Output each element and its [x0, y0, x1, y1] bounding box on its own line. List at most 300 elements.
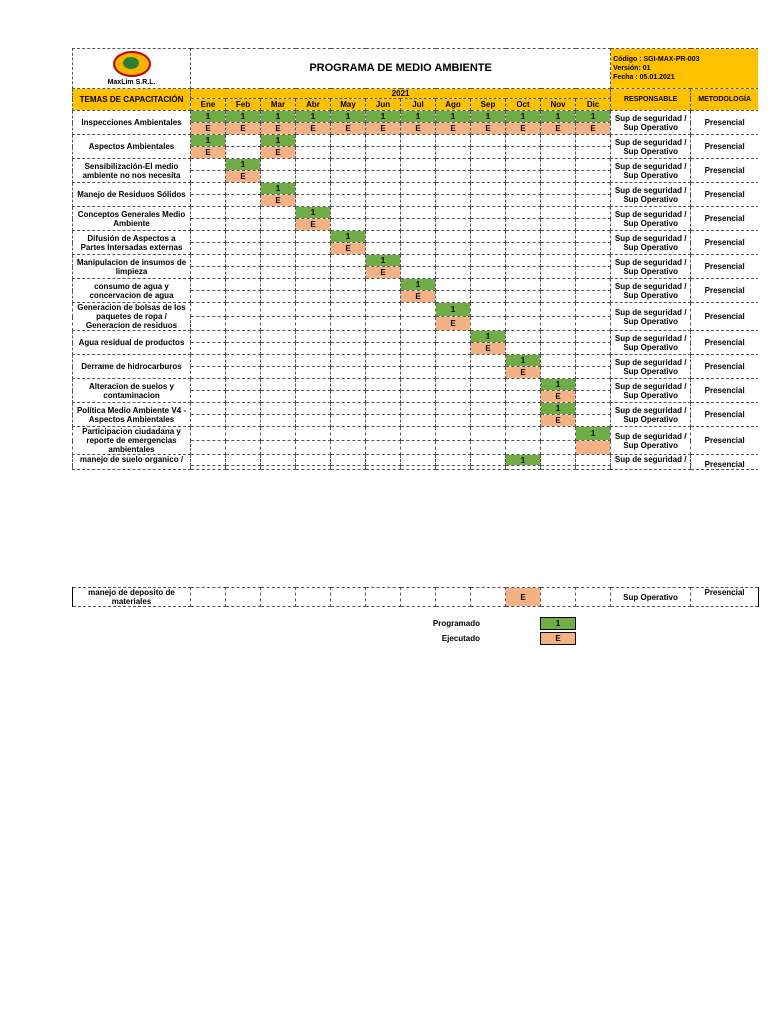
topic-row	[73, 455, 759, 466]
empty-cell	[261, 441, 296, 455]
programado-cell: 1	[471, 331, 506, 343]
empty-cell	[471, 379, 506, 391]
empty-cell	[436, 415, 471, 427]
empty-cell	[331, 441, 366, 455]
empty-cell	[401, 403, 436, 415]
empty-cell	[261, 255, 296, 267]
ejecutado-cell: E	[191, 147, 226, 159]
empty-cell	[296, 243, 331, 255]
empty-cell	[576, 195, 611, 207]
empty-cell	[471, 291, 506, 303]
empty-cell	[401, 415, 436, 427]
responsable-cell: Sup de seguridad / Sup Operativo	[611, 403, 691, 427]
empty-cell	[261, 291, 296, 303]
empty-cell	[366, 171, 401, 183]
empty-cell	[191, 171, 226, 183]
empty-cell	[226, 243, 261, 255]
empty-cell	[401, 195, 436, 207]
ejecutado-cell: E	[261, 195, 296, 207]
empty-cell	[471, 207, 506, 219]
empty-cell	[471, 427, 506, 441]
empty-cell	[191, 159, 226, 171]
ejecutado-cell: E	[506, 367, 541, 379]
empty-cell	[576, 466, 611, 470]
empty-cell	[576, 267, 611, 279]
empty-cell	[296, 279, 331, 291]
programado-cell: 1	[506, 455, 541, 466]
empty-cell	[191, 391, 226, 403]
ejecutado-cell: E	[506, 123, 541, 135]
empty-cell	[226, 231, 261, 243]
ejecutado-cell	[576, 441, 611, 455]
empty-cell	[436, 355, 471, 367]
empty-cell	[541, 219, 576, 231]
empty-cell	[261, 159, 296, 171]
metodologia-cell: Presencial	[691, 331, 758, 355]
empty-cell	[261, 415, 296, 427]
responsable-cell: Sup de seguridad / Sup Operativo	[611, 135, 691, 159]
empty-cell	[226, 455, 261, 466]
empty-cell	[226, 331, 261, 343]
programado-cell: 1	[226, 159, 261, 171]
empty-cell	[471, 303, 506, 317]
empty-cell	[471, 279, 506, 291]
empty-cell	[296, 466, 331, 470]
ejecutado-cell: E	[541, 391, 576, 403]
metodologia-cell: Presencial	[691, 111, 758, 135]
empty-cell	[226, 303, 261, 317]
empty-cell	[366, 391, 401, 403]
programado-cell: 1	[541, 111, 576, 123]
empty-cell	[436, 427, 471, 441]
empty-cell	[576, 303, 611, 317]
empty-cell	[331, 355, 366, 367]
responsable-cell: Sup de seguridad /	[611, 455, 691, 470]
company-logo-icon	[113, 51, 151, 77]
empty-cell	[541, 427, 576, 441]
empty-cell	[226, 291, 261, 303]
empty-cell	[436, 255, 471, 267]
empty-cell	[541, 367, 576, 379]
topic-row	[73, 303, 759, 317]
empty-cell	[366, 219, 401, 231]
empty-cell	[191, 207, 226, 219]
ejecutado-cell: E	[471, 123, 506, 135]
empty-cell	[506, 379, 541, 391]
metodologia-cell: Presencial	[691, 255, 758, 279]
empty-cell	[576, 255, 611, 267]
last-row-table	[72, 587, 759, 607]
empty-cell	[331, 267, 366, 279]
empty-cell	[436, 183, 471, 195]
empty-cell	[366, 183, 401, 195]
empty-cell	[331, 343, 366, 355]
empty-cell	[191, 291, 226, 303]
empty-cell	[296, 403, 331, 415]
ejecutado-cell: E	[296, 123, 331, 135]
empty-cell	[226, 279, 261, 291]
empty-cell	[191, 183, 226, 195]
ejecutado-cell: E	[331, 123, 366, 135]
empty-cell	[471, 243, 506, 255]
empty-cell	[331, 135, 366, 147]
empty-cell	[576, 291, 611, 303]
empty-cell	[331, 171, 366, 183]
programado-cell: 1	[331, 231, 366, 243]
programado-cell: 1	[436, 303, 471, 317]
empty-cell	[296, 135, 331, 147]
metodologia-cell: Presencial	[691, 183, 758, 207]
legend-programado-box: 1	[540, 617, 576, 630]
empty-cell	[191, 267, 226, 279]
empty-cell	[331, 317, 366, 331]
month-header: Mar	[261, 99, 296, 111]
empty-cell	[366, 231, 401, 243]
ejecutado-cell: E	[436, 123, 471, 135]
empty-cell	[506, 317, 541, 331]
topic-name: Generacion de bolsas de los paquetes de ropa / Generacion de residuos	[73, 303, 191, 331]
empty-cell	[401, 159, 436, 171]
empty-cell	[541, 207, 576, 219]
metodologia-cell: Presencial	[691, 231, 758, 255]
responsable-cell: Sup de seguridad / Sup Operativo	[611, 355, 691, 379]
empty-cell	[331, 147, 366, 159]
empty-cell	[261, 355, 296, 367]
empty-cell	[366, 279, 401, 291]
empty-cell	[576, 455, 611, 466]
ejecutado-cell: E	[576, 123, 611, 135]
responsable-cell: Sup de seguridad / Sup Operativo	[611, 207, 691, 231]
last-row-responsable: Sup Operativo	[611, 588, 691, 607]
empty-cell	[436, 391, 471, 403]
empty-cell	[226, 317, 261, 331]
empty-cell	[471, 317, 506, 331]
empty-cell	[541, 255, 576, 267]
responsable-cell: Sup de seguridad / Sup Operativo	[611, 331, 691, 355]
empty-cell	[541, 195, 576, 207]
empty-cell	[366, 403, 401, 415]
topic-name: Agua residual de productos	[73, 331, 191, 355]
empty-cell	[296, 455, 331, 466]
empty-cell	[366, 415, 401, 427]
empty-cell	[506, 207, 541, 219]
topic-row	[73, 207, 759, 219]
empty-cell	[296, 231, 331, 243]
empty-cell	[191, 466, 226, 470]
empty-cell	[401, 231, 436, 243]
empty-cell	[401, 455, 436, 466]
empty-cell	[576, 135, 611, 147]
ejecutado-cell: E	[191, 123, 226, 135]
page-title: PROGRAMA DE MEDIO AMBIENTE	[191, 49, 611, 89]
empty-cell	[436, 243, 471, 255]
legend-programado-label: Programado	[432, 619, 480, 628]
empty-cell	[226, 267, 261, 279]
legend-ejecutado-label: Ejecutado	[441, 634, 480, 643]
empty-cell	[471, 441, 506, 455]
empty-cell	[506, 147, 541, 159]
empty-cell	[506, 231, 541, 243]
topic-row	[73, 279, 759, 291]
empty-cell	[296, 317, 331, 331]
empty-cell	[191, 331, 226, 343]
empty-cell	[576, 183, 611, 195]
company-name: MaxLim S.R.L.	[107, 79, 156, 86]
empty-cell	[366, 243, 401, 255]
empty-cell	[471, 159, 506, 171]
empty-cell	[436, 207, 471, 219]
programado-cell: 1	[226, 111, 261, 123]
topic-row	[73, 255, 759, 267]
empty-cell	[576, 231, 611, 243]
empty-cell	[436, 455, 471, 466]
empty-cell	[401, 466, 436, 470]
responsable-cell: Sup de seguridad / Sup Operativo	[611, 231, 691, 255]
empty-cell	[296, 441, 331, 455]
empty-cell	[576, 331, 611, 343]
empty-cell	[191, 231, 226, 243]
empty-cell	[506, 135, 541, 147]
month-header: Sep	[471, 99, 506, 111]
empty-cell	[296, 355, 331, 367]
empty-cell	[506, 183, 541, 195]
empty-cell	[471, 255, 506, 267]
empty-cell	[471, 135, 506, 147]
ejecutado-cell: E	[401, 291, 436, 303]
empty-cell	[261, 343, 296, 355]
empty-cell	[296, 195, 331, 207]
empty-cell	[401, 147, 436, 159]
programado-cell: 1	[436, 111, 471, 123]
empty-cell	[401, 255, 436, 267]
empty-cell	[261, 317, 296, 331]
empty-cell	[506, 343, 541, 355]
empty-cell	[366, 379, 401, 391]
empty-cell	[576, 159, 611, 171]
empty-cell	[261, 231, 296, 243]
programado-cell: 1	[261, 135, 296, 147]
topic-row	[73, 403, 759, 415]
metodologia-cell: Presencial	[691, 303, 758, 331]
empty-cell	[401, 171, 436, 183]
empty-cell	[576, 147, 611, 159]
empty-cell	[506, 403, 541, 415]
empty-cell	[366, 427, 401, 441]
programado-cell: 1	[401, 279, 436, 291]
empty-cell	[226, 355, 261, 367]
empty-cell	[191, 279, 226, 291]
empty-cell	[506, 441, 541, 455]
empty-cell	[471, 183, 506, 195]
empty-cell	[436, 367, 471, 379]
programado-cell: 1	[576, 111, 611, 123]
last-topic-name: manejo de deposito de materiales	[73, 588, 191, 607]
empty-cell	[506, 331, 541, 343]
empty-cell	[296, 343, 331, 355]
empty-cell	[331, 403, 366, 415]
programado-cell: 1	[576, 427, 611, 441]
empty-cell	[436, 135, 471, 147]
document-code-box	[611, 49, 758, 89]
empty-cell	[261, 279, 296, 291]
empty-cell	[296, 379, 331, 391]
programado-cell: 1	[506, 355, 541, 367]
ejecutado-cell: E	[401, 123, 436, 135]
ejecutado-cell: E	[261, 147, 296, 159]
empty-cell	[576, 403, 611, 415]
empty-cell	[471, 367, 506, 379]
empty-cell	[471, 195, 506, 207]
empty-cell	[401, 267, 436, 279]
empty-cell	[506, 171, 541, 183]
metodologia-cell: Presencial	[691, 379, 758, 403]
topic-name: manejo de suelo organico /	[73, 455, 191, 470]
empty-cell	[541, 231, 576, 243]
programado-cell: 1	[401, 111, 436, 123]
month-header: Nov	[541, 99, 576, 111]
empty-cell	[261, 367, 296, 379]
empty-cell	[331, 391, 366, 403]
col-header-metodologia: METODOLOGÍA	[691, 89, 758, 111]
month-header: Abr	[296, 99, 331, 111]
empty-cell	[191, 255, 226, 267]
programado-cell: 1	[331, 111, 366, 123]
empty-cell	[331, 279, 366, 291]
empty-cell	[506, 466, 541, 470]
topic-row	[73, 183, 759, 195]
programado-cell: 1	[261, 111, 296, 123]
empty-cell	[576, 367, 611, 379]
responsable-cell: Sup de seguridad / Sup Operativo	[611, 379, 691, 403]
document-code: Código : SGI-MAX-PR-003	[613, 56, 700, 63]
empty-cell	[261, 391, 296, 403]
empty-cell	[506, 427, 541, 441]
programado-cell: 1	[191, 135, 226, 147]
empty-cell	[331, 159, 366, 171]
empty-cell	[436, 171, 471, 183]
empty-cell	[366, 135, 401, 147]
empty-cell	[366, 441, 401, 455]
empty-cell	[541, 135, 576, 147]
empty-cell	[331, 455, 366, 466]
empty-cell	[191, 195, 226, 207]
empty-cell	[366, 355, 401, 367]
empty-cell	[366, 159, 401, 171]
empty-cell	[226, 441, 261, 455]
empty-cell	[436, 219, 471, 231]
empty-cell	[226, 391, 261, 403]
empty-cell	[296, 147, 331, 159]
topic-name: Manipulacion de insumos de limpieza	[73, 255, 191, 279]
ejecutado-cell: E	[331, 243, 366, 255]
empty-cell	[296, 171, 331, 183]
ejecutado-cell: E	[541, 123, 576, 135]
empty-cell	[261, 171, 296, 183]
empty-cell	[296, 415, 331, 427]
empty-cell	[471, 147, 506, 159]
logo-cell	[73, 49, 191, 89]
empty-cell	[296, 367, 331, 379]
empty-cell	[576, 391, 611, 403]
empty-cell	[296, 391, 331, 403]
topic-row	[73, 355, 759, 367]
empty-cell	[366, 303, 401, 317]
empty-cell	[401, 331, 436, 343]
empty-cell	[401, 135, 436, 147]
programado-cell: 1	[191, 111, 226, 123]
empty-cell	[506, 267, 541, 279]
empty-cell	[261, 403, 296, 415]
empty-cell	[506, 195, 541, 207]
empty-cell	[541, 267, 576, 279]
empty-cell	[226, 403, 261, 415]
empty-cell	[331, 255, 366, 267]
document-version: Versión: 01	[613, 65, 651, 72]
col-header-responsable: RESPONSABLE	[611, 89, 691, 111]
empty-cell	[541, 147, 576, 159]
last-row-ejec-oct: E	[506, 588, 541, 607]
empty-cell	[296, 255, 331, 267]
empty-cell	[471, 466, 506, 470]
empty-cell	[541, 159, 576, 171]
col-header-temas: TEMAS DE CAPACITACIÓN	[73, 89, 191, 111]
empty-cell	[331, 219, 366, 231]
programado-cell: 1	[261, 183, 296, 195]
empty-cell	[191, 367, 226, 379]
empty-cell	[261, 455, 296, 466]
empty-cell	[401, 355, 436, 367]
programado-cell: 1	[296, 207, 331, 219]
empty-cell	[576, 415, 611, 427]
empty-cell	[541, 317, 576, 331]
empty-cell	[331, 427, 366, 441]
metodologia-cell: Presencial	[691, 207, 758, 231]
empty-cell	[401, 219, 436, 231]
empty-cell	[541, 441, 576, 455]
empty-cell	[261, 379, 296, 391]
topic-row	[73, 135, 759, 147]
topic-name: Manejo de Residuos Sólidos	[73, 183, 191, 207]
empty-cell	[226, 367, 261, 379]
empty-cell	[541, 343, 576, 355]
empty-cell	[436, 466, 471, 470]
topic-name: Alteracion de suelos y contaminacion	[73, 379, 191, 403]
empty-cell	[401, 441, 436, 455]
empty-cell	[541, 279, 576, 291]
metodologia-cell: Presencial	[691, 403, 758, 427]
empty-cell	[576, 207, 611, 219]
ejecutado-cell: E	[366, 123, 401, 135]
empty-cell	[436, 331, 471, 343]
empty-cell	[366, 147, 401, 159]
legend-ejecutado-box: E	[540, 632, 576, 645]
empty-cell	[296, 183, 331, 195]
topic-name: Difusión de Aspectos a Partes Intersadas externas	[73, 231, 191, 255]
programado-cell: 1	[541, 403, 576, 415]
programado-cell: 1	[366, 111, 401, 123]
empty-cell	[506, 243, 541, 255]
program-table	[72, 48, 758, 470]
empty-cell	[261, 207, 296, 219]
empty-cell	[401, 243, 436, 255]
empty-cell	[506, 219, 541, 231]
ejecutado-cell: E	[226, 123, 261, 135]
empty-cell	[541, 183, 576, 195]
programado-cell: 1	[506, 111, 541, 123]
empty-cell	[401, 367, 436, 379]
empty-cell	[506, 415, 541, 427]
empty-cell	[261, 243, 296, 255]
